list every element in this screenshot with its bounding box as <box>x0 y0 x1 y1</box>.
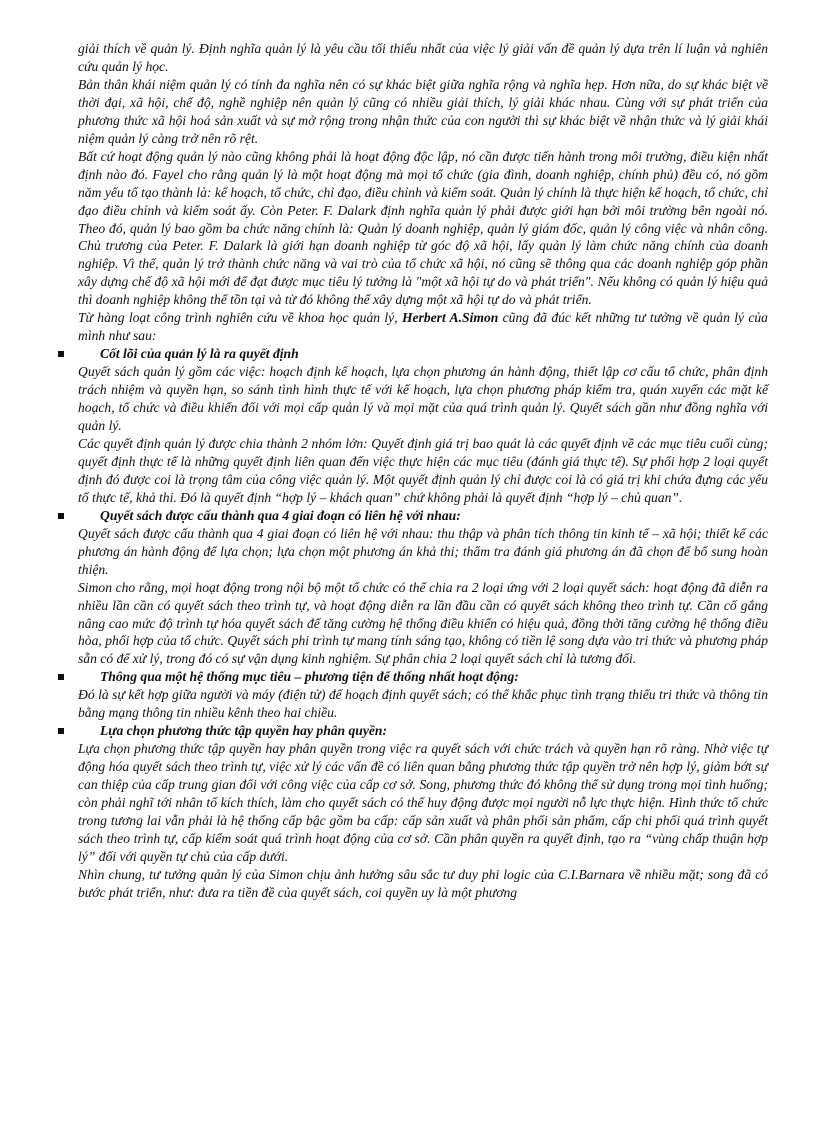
paragraph-simon-intro <box>78 309 768 345</box>
paragraph-intro-definition: giải thích về quản lý. Định nghĩa quản lý là yêu cầu tối thiểu nhất của việc lý giải vấn đề quản lý dựa trên lí luận và nghiên cứu quản lý học. <box>78 41 768 74</box>
section-2-paragraph-1: Quyết sách được cấu thành qua 4 giai đoạn có liên hệ với nhau: thu thập và phân tích thông tin kinh tế – xã hội; thiết kế các phương án hành động để lựa chọn; lựa chọn một phương án khả thi; thẩm tra đánh giá phương án đã chọn để bổ sung hoàn thiện. <box>78 525 768 577</box>
square-bullet-icon <box>58 674 64 680</box>
paragraph-fayel-dalark: Bất cứ hoạt động quản lý nào cũng không phải là hoạt động độc lập, nó cần được tiến hành trong môi trường, điều kiện nhất định nào đó. Fayel cho rằng quản lý là một hoạt động mà mọi tổ chức (gia đình, doanh nghiệp, chính phủ) đều có, nó gồm năm yếu tố tạo thành là: kế hoạch, tổ chức, chỉ đạo, điều chỉnh và kiểm soát. Quản lý chính là thực hiện kế hoạch, tổ chức, chỉ đạo điều chỉnh và kiểm soát ấy. Còn Peter. F. Dalark định nghĩa quản lý phải được giới hạn bởi môi trường bên ngoài nó. Theo đó, quản lý bao gồm ba chức năng chính là: Quản lý doanh nghiệp, quản lý giám đốc, quản lý công việc và nhân công. Chủ trương của Peter. F. Dalark là giới hạn doanh nghiệp từ góc độ xã hội, lấy quản lý làm chức năng chính của doanh nghiệp. Vì thế, quản lý trở thành chức năng và vai trò của tổ chức xã hội, nó cũng sẽ thông qua các doanh nghiệp góp phần xây dựng chế độ xã hội mới để đạt được mục tiêu lý tưởng là "một xã hội tự do và phát triển". Nếu không có quản lý hiệu quả thì doanh nghiệp không thể tồn tại và từ đó không thể xây dựng một xã hội tự do và phát triển. <box>78 148 768 308</box>
section-3-paragraph-1: Đó là sự kết hợp giữa người và máy (điện tử) để hoạch định quyết sách; có thể khắc phục tình trạng thiếu tri thức và thông tin bằng mạng thông tin nhiều kênh theo hai chiều. <box>78 687 768 721</box>
document-page <box>78 40 768 902</box>
square-bullet-icon <box>58 728 64 734</box>
section-heading-1: Cốt lõi của quản lý là ra quyết định <box>78 345 768 363</box>
square-bullet-icon <box>58 513 64 519</box>
section-1-paragraph-1: Quyết sách quản lý gồm các việc: hoạch định kế hoạch, lựa chọn phương án hành động, thiết lập cơ cấu tổ chức, phân định trách nhiệm và quyền hạn, so sánh tình hình thực tế với kế hoạch, lựa chọn phương pháp kiểm tra, quán xuyến các mặt kế hoạch, tổ chức và điều khiển đối với mọi cấp quản lý và mọi mặt của quá trình quản lý. Quyết sách gần như đồng nghĩa với quản lý. <box>78 364 768 434</box>
section-heading-3: Thông qua một hệ thống mục tiêu – phương tiện để thống nhất hoạt động: <box>78 668 768 686</box>
intro-after: cũng đã đúc kết những tư tưởng về quản lý của mình như sau: <box>78 310 768 344</box>
section-1-paragraph-2: Các quyết định quản lý được chia thành 2 nhóm lớn: Quyết định giá trị bao quát là các quyết định về các mục tiêu cuối cùng; quyết định thực tế là những quyết định liên quan đến việc thực hiện các mục tiêu (đánh giá thực tế). Sự phối hợp 2 loại quyết định đó được coi là trọng tâm của công việc quản lý. Một quyết định quản lý chỉ được coi là có giá trị khi chứa đựng các yếu tố thực tế, khả thi. Đó là quyết định “hợp lý – khách quan” chứ không phải là quyết định “hợp lý – chủ quan”. <box>78 435 768 505</box>
paragraph-concept-diversity: Bản thân khái niệm quản lý có tính đa nghĩa nên có sự khác biệt giữa nghĩa rộng và nghĩa hẹp. Hơn nữa, do sự khác biệt về thời đại, xã hội, chế độ, nghề nghiệp nên quản lý cũng có nhiều giải thích, lý giải khác nhau. Cùng với sự phát triển của phương thức xã hội hoá sản xuất và sự mở rộng trong nhận thức của con người thì sự khác biệt về nhận thức và lý giải khái niệm quản lý càng trở nên rõ rệt. <box>78 76 768 146</box>
section-4-paragraph-1: Lựa chọn phương thức tập quyền hay phân quyền trong việc ra quyết sách với chức trách và quyền hạn rõ ràng. Nhờ việc tự động hóa quyết sách theo trình tự, việc xử lý các vấn đề có liên quan bằng phương thức tập quyền trở nên hợp lý, giảm bớt sự can thiệp của cấp trung gian đối với công việc của cấp cơ sở. Song, phương thức đó không thể sử dụng trong mọi tình huống; còn phải nghĩ tới nhân tố kích thích, làm cho quyết sách có thể huy động được mọi người nỗ lực thực hiện. Hình thức tổ chức trong tương lai vẫn phải là hệ thống cấp bậc gồm ba cấp: cấp sản xuất và phân phối sản phẩm, cấp chi phối quá trình quyết sách theo trình tự, cấp kiểm soát quá trình hoạt động của cơ sở. Cần phân quyền ra quyết định, tạo ra “vùng chấp thuận hợp lý” đối với quyền tự chủ của cấp dưới. <box>78 741 768 864</box>
section-heading-2: Quyết sách được cấu thành qua 4 giai đoạn có liên hệ với nhau: <box>78 507 768 525</box>
author-name: Herbert A.Simon <box>401 310 499 326</box>
square-bullet-icon <box>58 351 64 357</box>
closing-paragraph: Nhìn chung, tư tưởng quản lý của Simon chịu ảnh hưởng sâu sắc tư duy phi logic của C.I.Barnara về nhiều mặt; song đã có bước phát triển, như: đưa ra tiền đề của quyết sách, coi quyền uy là một phương <box>78 866 768 900</box>
section-2-paragraph-2: Simon cho rằng, mọi hoạt động trong nội bộ một tổ chức có thể chia ra 2 loại ứng với 2 loại quyết sách: hoạt động đã diễn ra nhiều lần cần có quyết sách theo trình tự, và hoạt động diễn ra lần đầu cần có quyết sách không theo trình tự. Cần cố gắng nâng cao mức độ trình tự hóa quyết sách để tăng cường hệ thống điều khiển có hiệu quả, đồng thời tăng cường hệ thống điều hòa, phối hợp của tổ chức. Quyết sách phi trình tự mang tính sáng tạo, không có tiền lệ song dựa vào tri thức và phương pháp sẵn có để xử lý, trong đó có sự vận dụng kinh nghiệm. Sự phân chia 2 loại quyết sách chỉ là tương đối. <box>78 579 768 667</box>
section-heading-4: Lựa chọn phương thức tập quyền hay phân quyền: <box>78 722 768 740</box>
intro-before: Từ hàng loạt công trình nghiên cứu về khoa học quản lý, <box>78 310 402 326</box>
